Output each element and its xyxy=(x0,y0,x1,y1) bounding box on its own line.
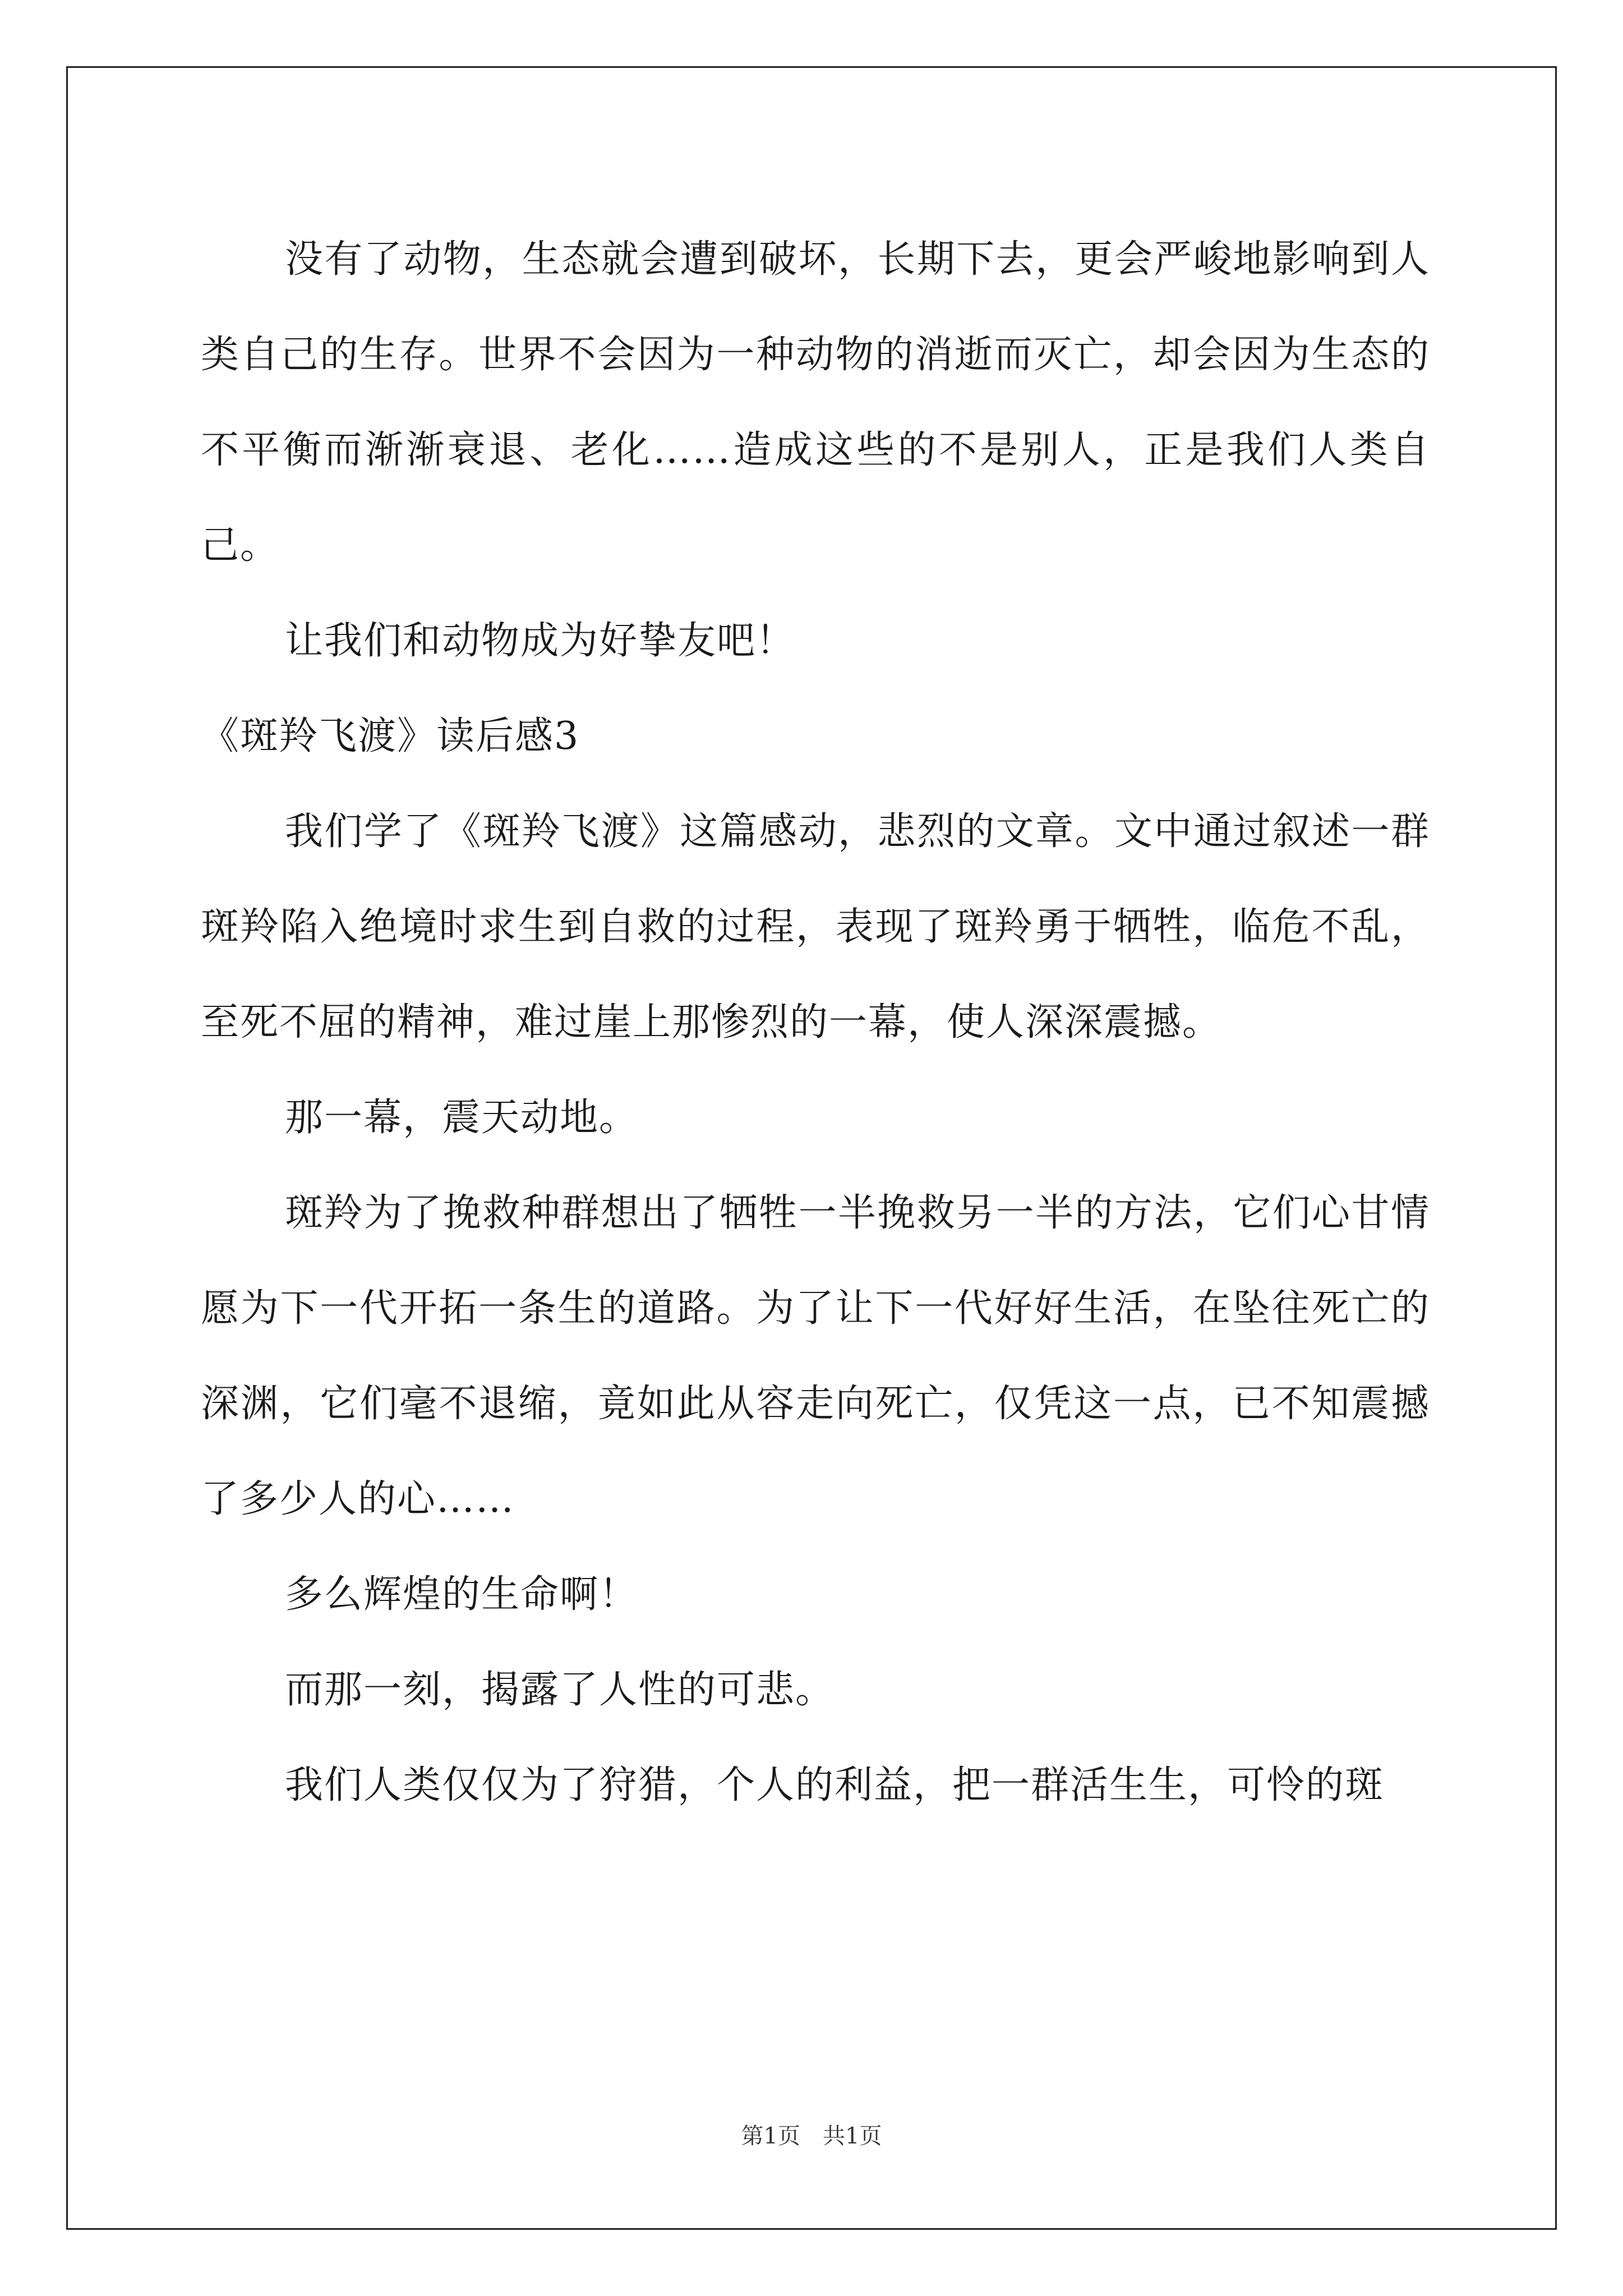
paragraph: 我们学了《斑羚飞渡》这篇感动，悲烈的文章。文中通过叙述一群斑羚陷入绝境时求生到自救的过程，表现了斑羚勇于牺牲，临危不乱，至死不屈的精神，难过崖上那惨烈的一幕，使人深深震撼。 xyxy=(201,809,1430,1045)
paragraph: 多么辉煌的生命啊！ xyxy=(285,1572,639,1617)
paragraph: 斑羚为了挽救种群想出了牺牲一半挽救另一半的方法，它们心甘情愿为下一代开拓一条生的道路。为了让下一代好好生活，在坠往死亡的深渊，它们毫不退缩，竟如此从容走向死亡，仅凭这一点，已不知震撼了多少人的心…… xyxy=(201,1191,1430,1521)
section-heading: 《斑羚飞渡》读后感3 xyxy=(201,714,580,758)
page-number: 第1页 xyxy=(741,2123,800,2149)
paragraph: 我们人类仅仅为了狩猎，个人的利益，把一群活生生，可怜的斑 xyxy=(285,1763,1385,1807)
document-body xyxy=(201,212,1430,1833)
paragraph: 那一幕，震天动地。 xyxy=(285,1096,639,1140)
paragraph: 没有了动物，生态就会遭到破坏，长期下去，更会严峻地影响到人类自己的生存。世界不会因为一种动物的消逝而灭亡，却会因为生态的不平衡而渐渐衰退、老化……造成这些的不是别人，正是我们人类自己。 xyxy=(201,237,1430,568)
page-total: 共1页 xyxy=(823,2123,882,2149)
paragraph: 而那一刻，揭露了人性的可悲。 xyxy=(285,1668,835,1712)
paragraph: 让我们和动物成为好挚友吧！ xyxy=(285,619,796,663)
page-footer xyxy=(0,2119,1623,2153)
